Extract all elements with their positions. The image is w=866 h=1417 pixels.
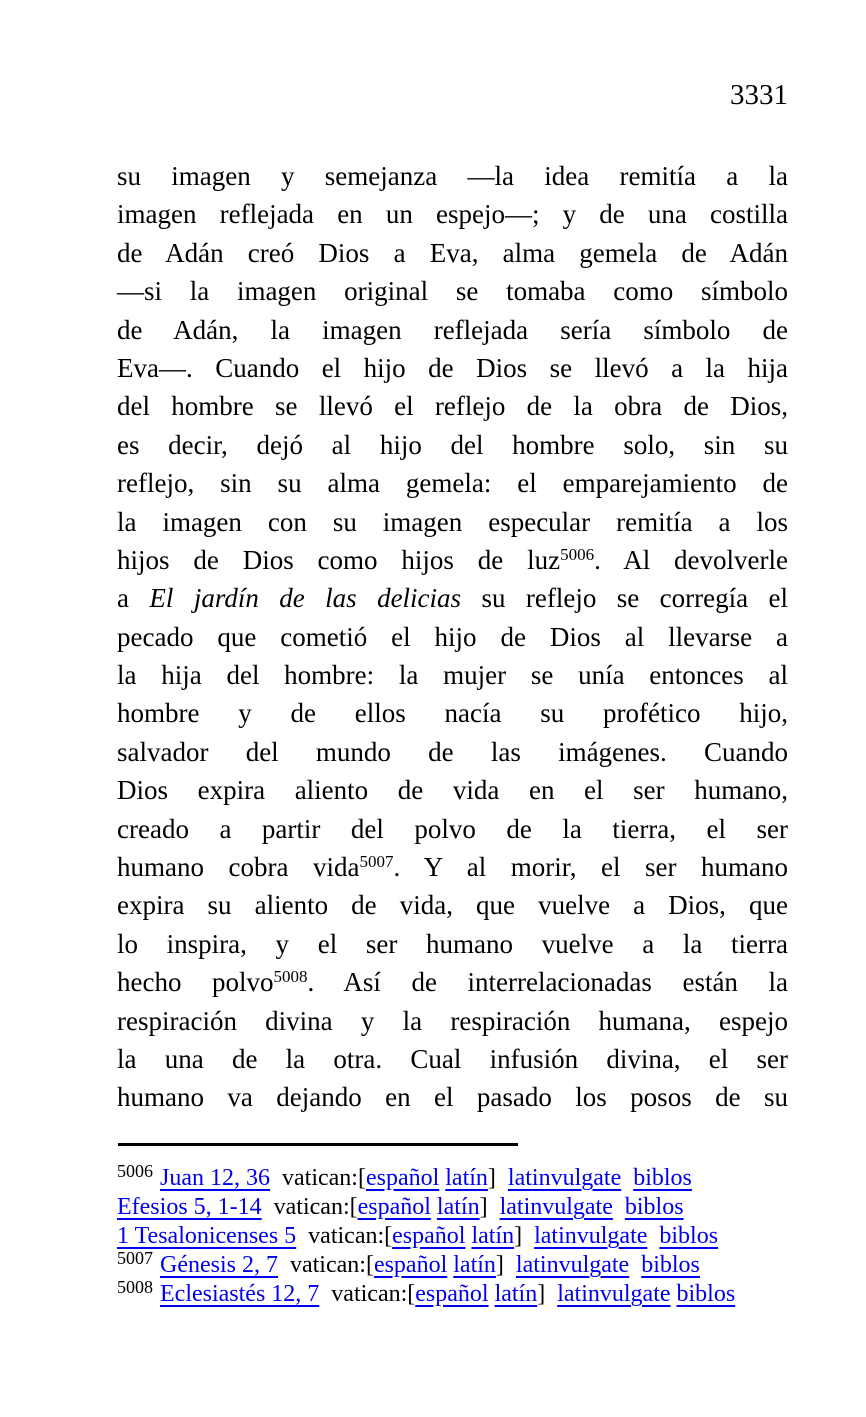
footnote-text: [613, 1194, 625, 1220]
footnote-link[interactable]: español: [392, 1223, 466, 1249]
footnote-text: ]: [495, 1252, 516, 1278]
body-line: de Adán, la imagen reflejada sería símbolo de: [117, 314, 788, 345]
footnote-link[interactable]: latinvulgate: [557, 1281, 671, 1307]
body-line: imagen reflejada en un espejo—; y de una costilla: [117, 199, 788, 230]
footnote-text: vatican:[: [319, 1281, 416, 1307]
body-line: hombre y de ellos nacía su profético hijo,: [117, 698, 788, 729]
footnote-link[interactable]: latinvulgate: [515, 1252, 630, 1278]
footnote-text: [629, 1252, 641, 1278]
body-line: Eva—. Cuando el hijo de Dios se llevó a la hija: [117, 352, 788, 383]
footnote-ref: 5008: [273, 967, 308, 987]
body-line: humano cobra vida$^{5007}$. Y al morir, el ser humano: [117, 852, 788, 883]
footnote-link[interactable]: latín: [471, 1223, 515, 1249]
body-line: la una de la otra. Cual infusión divina, el ser: [117, 1043, 788, 1074]
body-line: es decir, dejó al hijo del hombre solo, sin su: [117, 429, 788, 460]
footnote-text: vatican:[: [296, 1223, 393, 1249]
footnote-line: [117, 1193, 865, 1222]
footnote-link[interactable]: latín: [453, 1252, 496, 1278]
footnote-number: 5007: [117, 1248, 153, 1269]
body-line: lo inspira, y el ser humano vuelve a la tierra: [117, 928, 788, 959]
body-line: —si la imagen original se tomaba como símbolo: [117, 276, 788, 307]
body-line: respiración divina y la respiración humana, espejo: [117, 1005, 788, 1036]
footnote-text: [621, 1165, 633, 1191]
footnote-link[interactable]: biblos: [659, 1223, 719, 1249]
footnote-number: 5008: [117, 1277, 153, 1298]
footnote-line: [117, 1161, 865, 1193]
body-line: humano va dejando en el pasado los posos de su: [117, 1082, 788, 1113]
footnote-link[interactable]: latín: [445, 1165, 488, 1191]
footnote-link[interactable]: latinvulgate: [507, 1165, 622, 1191]
footnote-link[interactable]: latinvulgate: [499, 1194, 613, 1220]
body-line: la imagen con su imagen especular remitía a los: [117, 506, 788, 537]
footnote-link[interactable]: biblos: [676, 1281, 736, 1307]
body-line: del hombre se llevó el reflejo de la obra de Dios,: [117, 391, 788, 422]
footnote-link[interactable]: 1 Tesalonicenses 5: [117, 1223, 297, 1249]
body-line: la hija del hombre: la mujer se unía entonces al: [117, 660, 788, 691]
body-line: expira su aliento de vida, que vuelve a Dios, que: [117, 890, 788, 921]
body-line: pecado que cometió el hijo de Dios al llevarse a: [117, 621, 788, 652]
footnote-link[interactable]: español: [357, 1194, 431, 1220]
footnote-link[interactable]: español: [415, 1281, 489, 1307]
footnotes: [117, 1161, 865, 1309]
footnote-text: vatican:[: [270, 1165, 366, 1191]
footnote-link[interactable]: biblos: [633, 1165, 692, 1191]
footnote-text: ]: [537, 1281, 558, 1307]
footnote-link[interactable]: Eclesiastés 12, 7: [160, 1281, 320, 1307]
footnote-line: [117, 1222, 865, 1251]
body-line: su imagen y semejanza —la idea remitía a la: [117, 161, 788, 191]
footnote-link[interactable]: latinvulgate: [534, 1223, 648, 1249]
body-line: reflejo, sin su alma gemela: el emparejamiento de: [117, 468, 788, 499]
footnote-link[interactable]: biblos: [624, 1194, 684, 1220]
footnote-link[interactable]: biblos: [641, 1252, 700, 1278]
footnote-link[interactable]: Efesios 5, 1-14: [117, 1194, 262, 1220]
body-line: salvador del mundo de las imágenes. Cuando: [117, 736, 788, 767]
footnote-link[interactable]: español: [373, 1252, 448, 1278]
footnote-ref: 5006: [560, 545, 595, 565]
footnote-text: vatican:[: [261, 1194, 358, 1220]
footnote-number: 5006: [117, 1161, 153, 1182]
footnote-link[interactable]: latín: [494, 1281, 538, 1307]
footnote-text: [647, 1223, 659, 1249]
footnote-text: ]: [487, 1165, 508, 1191]
footnote-link[interactable]: Juan 12, 36: [160, 1165, 270, 1191]
footnote-separator: [118, 1143, 518, 1146]
footnote-ref: 5007: [359, 852, 394, 872]
body-text: [117, 157, 788, 1117]
footnote-text: vatican:[: [277, 1252, 374, 1278]
footnote-link[interactable]: español: [365, 1165, 440, 1191]
footnote-link[interactable]: Génesis 2, 7: [160, 1252, 278, 1278]
body-line: a El jardín de las delicias su reflejo se corregía el: [117, 583, 788, 614]
footnote-link[interactable]: latín: [436, 1194, 480, 1220]
body-line: Dios expira aliento de vida en el ser humano,: [117, 775, 788, 806]
body-line: de Adán creó Dios a Eva, alma gemela de Adán: [117, 237, 788, 268]
body-line: creado a partir del polvo de la tierra, el ser: [117, 813, 788, 844]
footnote-text: ]: [479, 1194, 500, 1220]
footnote-line: [117, 1248, 865, 1280]
body-line: hijos de Dios como hijos de luz$^{5006}$. Al devolverle: [117, 544, 788, 575]
footnote-text: ]: [514, 1223, 535, 1249]
body-line: hecho polvo$^{5008}$. Así de interrelacionadas están la: [117, 967, 788, 998]
page-number: 3331: [730, 79, 788, 111]
footnote-line: [117, 1277, 865, 1309]
work-title-italic: El jardín de las delicias: [149, 583, 462, 614]
